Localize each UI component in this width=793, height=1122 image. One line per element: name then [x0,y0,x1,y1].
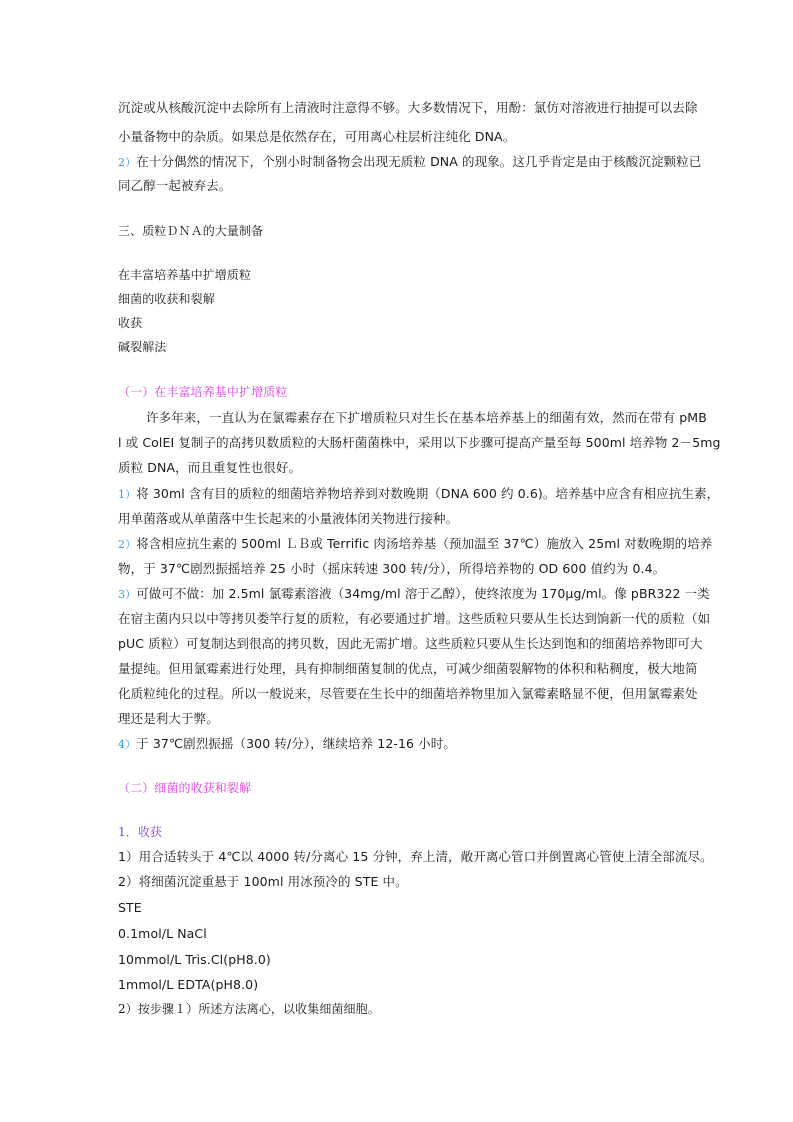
ste-component: 1mmol/L EDTA(pH8.0) [118,977,259,992]
step-marker: 2） [118,538,137,551]
paragraph-line: 许多年来，一直认为在氯霉素存在下扩增质粒只对生长在基本培养基上的细菌有效，然而在带有 pMB [146,410,707,425]
outline-item: 收获 [118,316,143,330]
step-3-continued: pUC 质粒）可复制达到很高的拷贝数，因此无需扩增。这些质粒只要从生长达到饱和的细菌培养物即可大 [118,636,703,651]
subsection-heading: （二）细菌的收获和裂解 [118,781,252,795]
step-text: 将 30ml 含有目的质粒的细菌培养物培养到对数晚期（DNA 600 约 0.6)。培养基中应含有相应抗生素， [136,486,720,501]
step-marker: 2） [118,156,137,169]
intro-paragraph-line: 小量备物中的杂质。如果总是依然存在，可用离心柱层析注纯化 DNA。 [118,129,516,144]
step-3-continued: 在宿主菌内只以中等拷贝娄竿行复的质粒，有必要通过扩增。这些质粒只要从生长达到饷新一代的质粒（如 [118,611,711,626]
step-text: 可做可不做：加 2.5ml 氯霉素溶液（34mg/ml 溶于乙醇），使终浓度为 170μg/ml。像 pBR322 一类 [136,586,710,601]
step-marker: 1） [118,488,137,501]
step-marker: 4） [118,738,137,751]
paragraph-line: l 或 ColEI 复制子的高拷贝数质粒的大肠杆菌菌株中，采用以下步骤可提高产量至每 500ml 培养物 2－5mg [118,435,721,450]
step-3-continued: 化质粒纯化的过程。所以一般说来，尽管要在生长中的细菌培养物里加入氯霉素略显不便，但用氯霉素处 [118,686,698,701]
step-text: 于 37℃剧烈振摇（300 转/分），继续培养 12-16 小时。 [136,736,456,751]
step-3-continued: 量提纯。但用氯霉素进行处理，具有抑制细菌复制的优点，可减少细菌裂解物的体积和粘稠度，极大地简 [118,661,698,676]
intro-paragraph-line: 沉淀或从核酸沉淀中去除所有上清液时注意得不够。大多数情况下，用酚：氯仿对溶液进行抽提可以去除 [118,100,698,115]
ste-label: STE [118,900,142,915]
step-2 [118,536,713,553]
ste-component: 0.1mol/L NaCl [118,926,207,941]
note-2-continued: 同乙醇一起被弃去。 [118,178,232,193]
harvest-step: 2）将细菌沉淀重悬于 100ml 用冰预冷的 STE 中。 [118,874,408,889]
step-text: 将含相应抗生素的 500ml ＬＢ或 Terrific 肉汤培养基（预加温至 37℃）施放入 25ml 对数晚期的培养 [136,536,713,551]
step-4 [118,736,698,753]
outline-item: 细菌的收获和裂解 [118,292,215,306]
harvest-step: 2）按步骤１）所述方法离心，以收集细菌细胞。 [118,1002,380,1016]
step-marker: 3） [118,588,137,601]
step-3 [118,586,710,603]
paragraph-line: 质粒 DNA，而且重复性也很好。 [118,460,302,475]
step-3-continued: 理还是利大于弊。 [118,711,219,726]
outline-item: 碱裂解法 [118,340,167,354]
ste-component: 10mmol/L Tris.Cl(pH8.0) [118,952,271,967]
subsection-heading: （一）在丰富培养基中扩增质粒 [118,385,288,399]
outline-item: 在丰富培养基中扩增质粒 [118,268,252,282]
section-title: 三、质粒ＤＮＡ的大量制备 [118,224,264,238]
harvest-step: 1）用合适转头于 4℃以 4000 转/分离心 15 分钟，弃上清，敞开离心管口并倒置离心管使上清全部流尽。 [118,849,713,864]
note-text: 在十分偶然的情况下，个别小时制备物会出现无质粒 DNA 的现象。这几乎肯定是由于核酸沉淀颗粒已 [136,154,702,169]
step-1-continued: 用单菌落或从单菌落中生长起来的小量液体闭关物进行接种。 [118,511,459,526]
step-2-continued: 物，于 37℃剧烈振摇培养 25 小时（摇床转速 300 转/分），所得培养物的 OD 600 值约为 0.4。 [118,561,666,576]
part-heading: 1．收获 [118,825,163,839]
note-2 [118,154,702,171]
step-1 [118,486,720,503]
